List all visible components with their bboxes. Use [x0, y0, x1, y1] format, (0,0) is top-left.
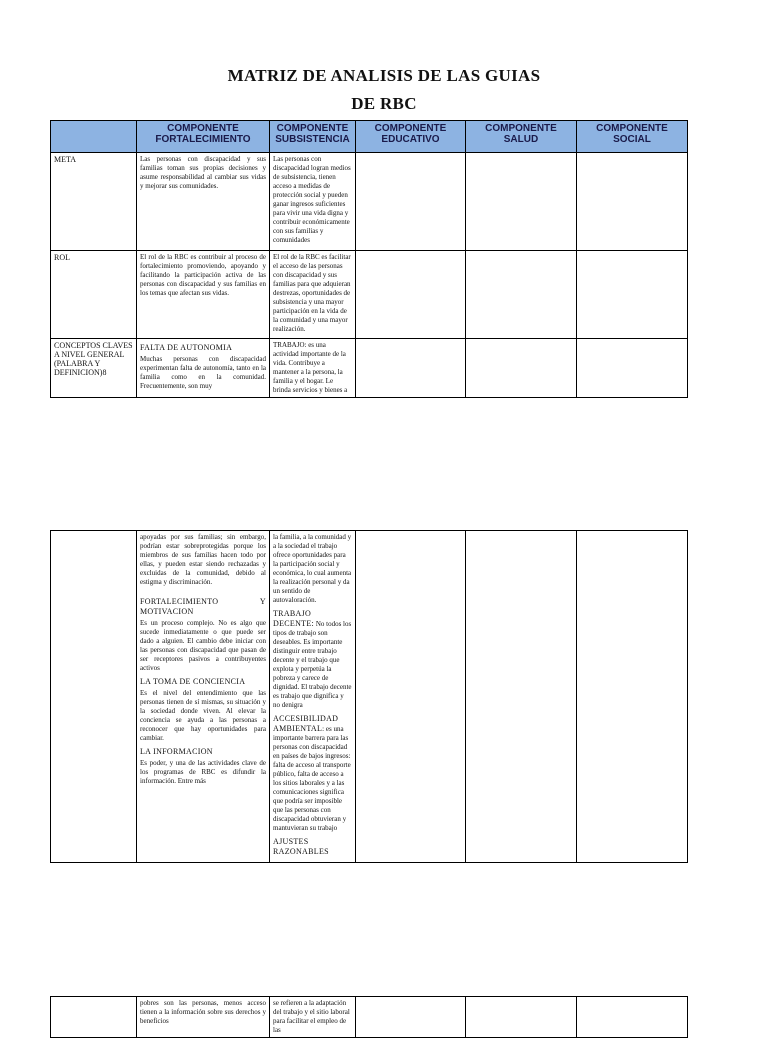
- trabajo-decente-text: No todos los tipos de trabajo son deseables. Es importante distinguir entre trabajo decente y el trabajo que explota y perpetúa la pobreza y carece de dignidad. El trabajo decente es trabajo que dignifica y no denigra: [273, 620, 352, 709]
- conceptos-fortalecimiento: [137, 339, 270, 398]
- trabajo-decente-heading: TRABAJO DECENTE:: [273, 609, 315, 628]
- rol-subsistencia: El rol de la RBC es facilitar el acceso de las personas con discapacidad y sus familias para que adquieran destrezas, oportunidades de subsistencia y una mayor participación en la vida de la comunidad y una mayor realización.: [270, 251, 356, 339]
- continued-educativo: [356, 531, 466, 863]
- conceptos-social: [577, 339, 688, 398]
- analysis-matrix-part2: [50, 530, 688, 863]
- meta-salud: [466, 153, 577, 251]
- row-label-rol: ROL: [51, 251, 137, 339]
- falta-autonomia-heading: FALTA DE AUTONOMIA: [140, 343, 233, 352]
- row-label-meta: META: [51, 153, 137, 251]
- continued2-label: [51, 997, 137, 1038]
- row-conceptos-continued: [51, 531, 688, 863]
- rol-educativo: [356, 251, 466, 339]
- continued-salud: [466, 531, 577, 863]
- row-rol: [51, 251, 688, 339]
- sub-intro-text: la familia, a la comunidad y a la sociedad el trabajo ofrece oportunidades para la participación social y económica, lo cual aumenta la realización personal y da un sentido de autovaloración.: [273, 533, 352, 604]
- continued2-fortalecimiento: pobres son las personas, menos acceso tienen a la información sobre sus derechos y beneficios: [137, 997, 270, 1038]
- fortalecimiento-motivacion-text: Es un proceso complejo. No es algo que sucede inmediatamente o que puede ser dado a alguien. El cambio debe iniciar con las personas con discapacidad que pasan de ser receptores pasivos a contribuyentes activos: [140, 619, 266, 672]
- meta-subsistencia: Las personas con discapacidad logran medios de subsistencia, tienen acceso a medidas de protección social y pueden ganar ingresos suficientes para vivir una vida digna y contribuir económicamente con sus familias y comunidades: [270, 153, 356, 251]
- row-conceptos-continued-2: [51, 997, 688, 1038]
- continued2-subsistencia: se refieren a la adaptación del trabajo y el sitio laboral para facilitar el empleo de las: [270, 997, 356, 1038]
- trabajo-decente-block: [273, 609, 352, 710]
- meta-educativo: [356, 153, 466, 251]
- continued-fortalecimiento: [137, 531, 270, 863]
- fortalecimiento-motivacion-heading: FORTALECIMIENTO Y MOTIVACION: [140, 597, 266, 616]
- row-conceptos: [51, 339, 688, 398]
- continued-label: [51, 531, 137, 863]
- accesibilidad-text: : es una importante barrera para las personas con discapacidad en países de bajos ingresos: falta de acceso al transporte público, falta de acceso a los sitios laborales y a las comunicaciones significa que podría ser imposible que las personas con discapacidad obtuvieran y mantuvieran su trabajo: [273, 725, 351, 832]
- continued-social: [577, 531, 688, 863]
- accesibilidad-heading: ACCESIBILIDAD AMBIENTAL: [273, 714, 339, 733]
- rol-salud: [466, 251, 577, 339]
- conceptos-educativo: [356, 339, 466, 398]
- informacion-heading: LA INFORMACION: [140, 747, 213, 756]
- informacion-text: Es poder, y una de las actividades clave de los programas de RBC es difundir la información. Entre más: [140, 759, 266, 785]
- analysis-matrix-part1: [50, 120, 688, 398]
- header-social: COMPONENTE SOCIAL: [577, 121, 688, 153]
- header-blank: [51, 121, 137, 153]
- row-meta: [51, 153, 688, 251]
- toma-conciencia-heading: LA TOMA DE CONCIENCIA: [140, 677, 246, 686]
- toma-conciencia-text: Es el nivel del entendimiento que las personas tienen de sí mismas, su situación y la sociedad donde viven. Al elevar la conciencia se ayuda a las personas a reconocer que hay oportunidades para cambiar.: [140, 689, 266, 742]
- rol-social: [577, 251, 688, 339]
- conceptos-subsistencia: TRABAJO: es una actividad importante de la vida. Contribuye a mantener a la persona, la familia y el hogar. Le brinda servicios y bienes a: [270, 339, 356, 398]
- document-title-line2: DE RBC: [351, 94, 417, 113]
- accesibilidad-block: [273, 714, 352, 833]
- continued-subsistencia: [270, 531, 356, 863]
- fort-intro-text: apoyadas por sus familias; sin embargo, podrían estar sobreprotegidas porque los miembros de sus familias hacen todo por ellas, y pueden estar siendo rechazadas y excluidas de la comunidad, debido al estigma y discriminación.: [140, 533, 266, 586]
- continued2-educativo: [356, 997, 466, 1038]
- meta-fortalecimiento: Las personas con discapacidad y sus familias toman sus propias decisiones y asume responsabilidad al cambiar sus vidas y mejorar sus comunidades.: [137, 153, 270, 251]
- analysis-matrix-part3: [50, 996, 688, 1038]
- rol-fortalecimiento: El rol de la RBC es contribuir al proceso de fortalecimiento promoviendo, apoyando y facilitando la participación activa de las personas con discapacidad y sus familias en los temas que afectan sus vidas.: [137, 251, 270, 339]
- conceptos-salud: [466, 339, 577, 398]
- document-title-line1: MATRIZ DE ANALISIS DE LAS GUIAS: [227, 66, 541, 85]
- ajustes-razonables-heading: AJUSTES RAZONABLES: [273, 837, 329, 856]
- continued2-salud: [466, 997, 577, 1038]
- header-subsistencia: COMPONENTE SUBSISTENCIA: [270, 121, 356, 153]
- continued2-social: [577, 997, 688, 1038]
- header-fortalecimiento: COMPONENTE FORTALECIMIENTO: [137, 121, 270, 153]
- row-label-conceptos: CONCEPTOS CLAVES A NIVEL GENERAL (PALABRA Y DEFINICION)8: [51, 339, 137, 398]
- header-educativo: COMPONENTE EDUCATIVO: [356, 121, 466, 153]
- falta-autonomia-text: Muchas personas con discapacidad experimentan falta de autonomía, tanto en la familia como en la comunidad. Frecuentemente, son muy: [140, 355, 266, 390]
- meta-social: [577, 153, 688, 251]
- header-salud: COMPONENTE SALUD: [466, 121, 577, 153]
